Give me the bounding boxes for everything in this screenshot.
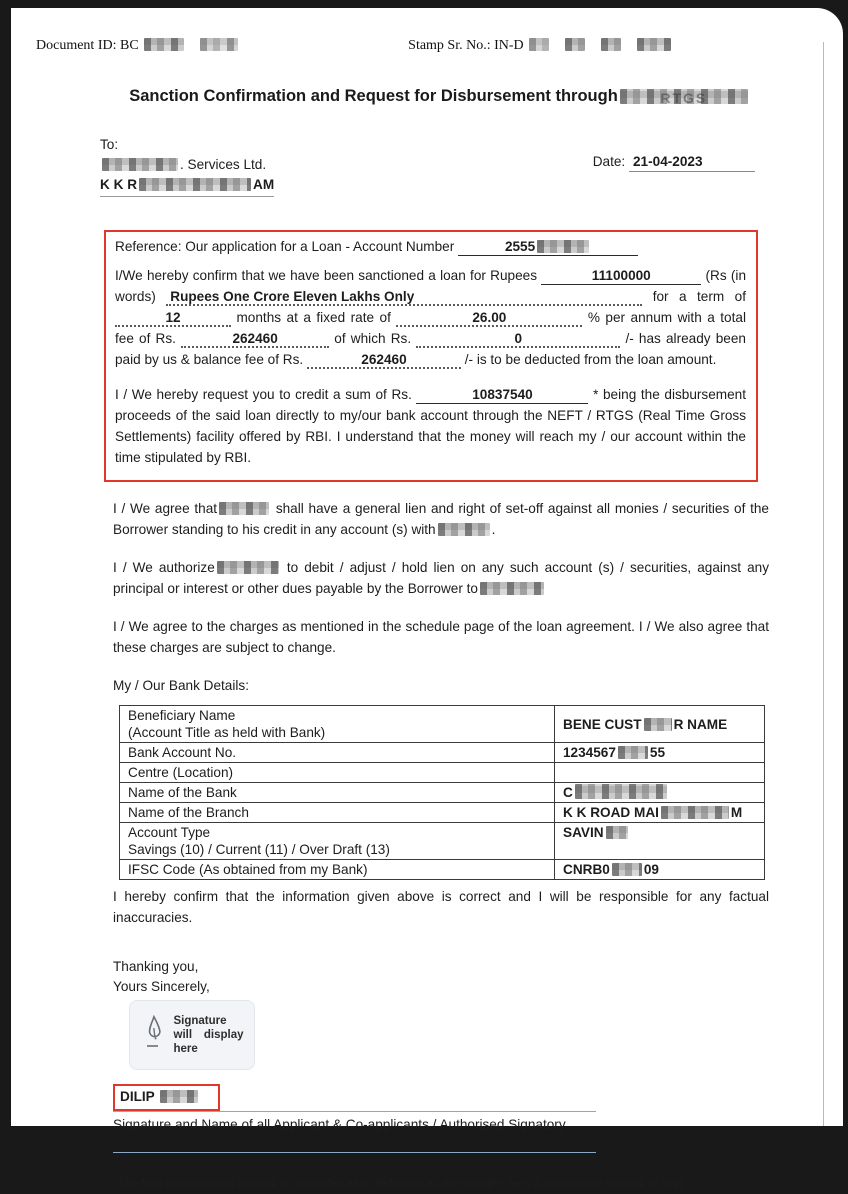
table-row — [120, 706, 765, 743]
row-label: Account Type — [128, 825, 211, 840]
signature-placeholder[interactable] — [129, 1000, 255, 1070]
value-prefix: BENE CUST — [563, 716, 642, 732]
value-prefix: K K ROAD MAI — [563, 805, 659, 820]
row-label: IFSC Code (As obtained from my Bank) — [120, 860, 555, 880]
address-line — [100, 175, 274, 197]
document-header — [36, 38, 843, 54]
company-name-redaction — [102, 158, 178, 171]
row-label: Name of the Branch — [120, 803, 555, 823]
row-label: Name of the Bank — [120, 783, 555, 803]
stamp-redaction — [529, 38, 549, 51]
signature-line — [113, 1111, 596, 1112]
interest-rate-value: 26.00 — [396, 311, 582, 327]
loan-amount-words: Rupees One Crore Eleven Lakhs Only — [166, 290, 642, 306]
sanction-seg: /- is to be deducted from the loan amount. — [464, 352, 717, 367]
disbursement-seg: * being the disbursement proceeds of the said loan directly to my/our bank account through the NEFT / RTGS (Real Time Gross Settlements) facility offered by RBI. I understand that the money will reach my / our account within the time stipulated by RBI. — [115, 387, 746, 465]
table-row — [120, 803, 765, 823]
sanction-seg: I/We hereby confirm that we have been sanctioned a loan for Rupees — [115, 268, 538, 283]
value-prefix: 1234567 — [563, 745, 616, 760]
value-redaction — [575, 784, 667, 799]
date-label: Date: — [592, 154, 626, 169]
loan-amount-value: 11100000 — [541, 268, 701, 285]
row-label-subtext: Savings (10) / Current (11) / Over Draft (13) — [128, 842, 390, 857]
sanction-seg: of which Rs. — [334, 331, 412, 346]
value-redaction — [644, 718, 672, 731]
balance-fee-value: 262460 — [307, 353, 461, 369]
lien-seg: I / We agree that — [113, 501, 218, 516]
disbursement-seg: I / We hereby request you to credit a sum of Rs. — [115, 387, 412, 402]
account-number-prefix: 2555 — [504, 239, 536, 254]
disbursement-amount-value: 10837540 — [416, 387, 588, 404]
thanking-you-text: Thanking you, — [113, 959, 199, 974]
value-prefix: C — [563, 785, 573, 800]
value-suffix: 55 — [649, 745, 666, 760]
sanction-seg: (Rs (in words) — [115, 268, 747, 304]
value-suffix: 09 — [643, 862, 659, 877]
date-value: 21-04-2023 — [629, 154, 755, 172]
confirmation-statement: I hereby confirm that the information given above is correct and I will be responsible for any factual inaccuracies. — [113, 889, 769, 925]
stamp-redaction — [601, 38, 621, 51]
term-months-value: 12 — [115, 311, 231, 327]
document-id-redaction — [200, 38, 238, 51]
sanction-seg: % per annum with a total fee of Rs. — [115, 310, 746, 346]
address-suffix: AM — [253, 177, 275, 192]
signature-line — [113, 1152, 596, 1153]
signatory-name-redaction — [160, 1090, 198, 1103]
loan-account-number — [458, 239, 638, 256]
value-redaction — [661, 806, 729, 819]
to-label: To: — [100, 137, 119, 152]
value-redaction — [612, 863, 642, 876]
stamp-serial-text: Stamp Sr. No.: IN-D — [408, 38, 524, 53]
row-value — [555, 823, 765, 860]
table-row — [120, 763, 765, 783]
title-redaction — [620, 89, 748, 104]
title-redacted-hint: RTGS — [660, 90, 708, 106]
page-title — [36, 87, 843, 106]
table-row — [120, 823, 765, 860]
lien-seg: shall have a general lien and right of set-off against all monies / securities of the Borrower standing to his credit in any account (s) with — [113, 501, 769, 537]
row-value — [555, 783, 765, 803]
bank-details-table — [119, 705, 765, 880]
row-label: Bank Account No. — [120, 743, 555, 763]
row-value — [555, 743, 765, 763]
sanction-seg: /- has already been paid by us & balance fee of Rs. — [115, 331, 746, 367]
signature-placeholder-text: Signature will display here — [173, 1015, 244, 1055]
stamp-serial-label — [408, 38, 673, 54]
table-row — [120, 783, 765, 803]
row-value — [555, 706, 765, 743]
authorize-seg: to debit / adjust / hold lien on any such account (s) / securities, against any principal or interest or other dues payable by the Borrower to — [113, 560, 770, 596]
document-id-label — [36, 38, 240, 54]
account-number-redaction — [537, 240, 589, 253]
authorize-seg: I / We authorize — [113, 560, 215, 575]
signature-caption: Signature and Name of all Applicant & Co-applicants / Authorised Signatory — [113, 1117, 566, 1132]
table-row — [120, 743, 765, 763]
company-line — [100, 155, 274, 175]
address-prefix: K K R — [100, 177, 138, 192]
row-label: Centre (Location) — [120, 763, 555, 783]
page-title-text: Sanction Confirmation and Request for Disbursement through — [129, 87, 618, 105]
row-value — [555, 803, 765, 823]
lender-name-redaction — [217, 561, 279, 574]
bank-details-heading: My / Our Bank Details: — [113, 678, 249, 693]
total-fee-value: 262460 — [181, 332, 329, 348]
value-redaction — [618, 746, 648, 759]
charges-clause: I / We agree to the charges as mentioned in the schedule page of the loan agreement. I / We also agree that these charges are subject to change. — [113, 619, 769, 655]
recipient-block — [100, 135, 843, 197]
document-page — [11, 8, 843, 1190]
date-field — [593, 154, 755, 197]
table-row — [120, 860, 765, 880]
fee-paid-value: 0 — [416, 332, 620, 348]
document-id-text: Document ID: BC — [36, 38, 139, 53]
footnote-text: *The final disbursement amount is calculated after deducting all the charges, fees & pre-closure amount (if any). — [113, 1177, 687, 1190]
company-name-suffix: . Services Ltd. — [180, 157, 267, 172]
row-value — [555, 763, 765, 783]
value-suffix: M — [730, 805, 743, 820]
row-value — [555, 860, 765, 880]
yours-sincerely-text: Yours Sincerely, — [113, 979, 210, 994]
authorize-clause — [113, 557, 769, 599]
sanction-seg: months at a fixed rate of — [236, 310, 391, 325]
lender-name-redaction — [480, 582, 544, 595]
sanction-seg: for a term of — [652, 289, 746, 304]
stamp-redaction — [565, 38, 585, 51]
sanction-highlight-box — [104, 230, 758, 482]
value-prefix: SAVIN — [563, 825, 604, 840]
reference-line — [115, 236, 746, 257]
address-redaction — [139, 178, 251, 191]
lien-seg: . — [491, 522, 496, 537]
stamp-redaction — [637, 38, 671, 51]
signature-pen-icon — [141, 1015, 167, 1055]
disbursement-paragraph — [115, 384, 746, 468]
lien-clause — [113, 498, 769, 540]
signatory-name-prefix: DILIP — [120, 1089, 155, 1104]
value-prefix: CNRB0 — [563, 862, 610, 877]
value-redaction — [606, 826, 628, 839]
reference-text: Reference: Our application for a Loan - Account Number — [115, 239, 455, 254]
lender-name-redaction — [219, 502, 269, 515]
lender-name-redaction — [438, 523, 490, 536]
sanction-paragraph — [115, 265, 746, 370]
row-label: Beneficiary Name — [128, 708, 236, 723]
signatory-name-box — [113, 1084, 220, 1111]
closing-block — [113, 957, 769, 1194]
document-id-redaction — [144, 38, 184, 51]
value-suffix: R NAME — [673, 716, 728, 732]
row-label-subtext: (Account Title as held with Bank) — [128, 725, 326, 740]
